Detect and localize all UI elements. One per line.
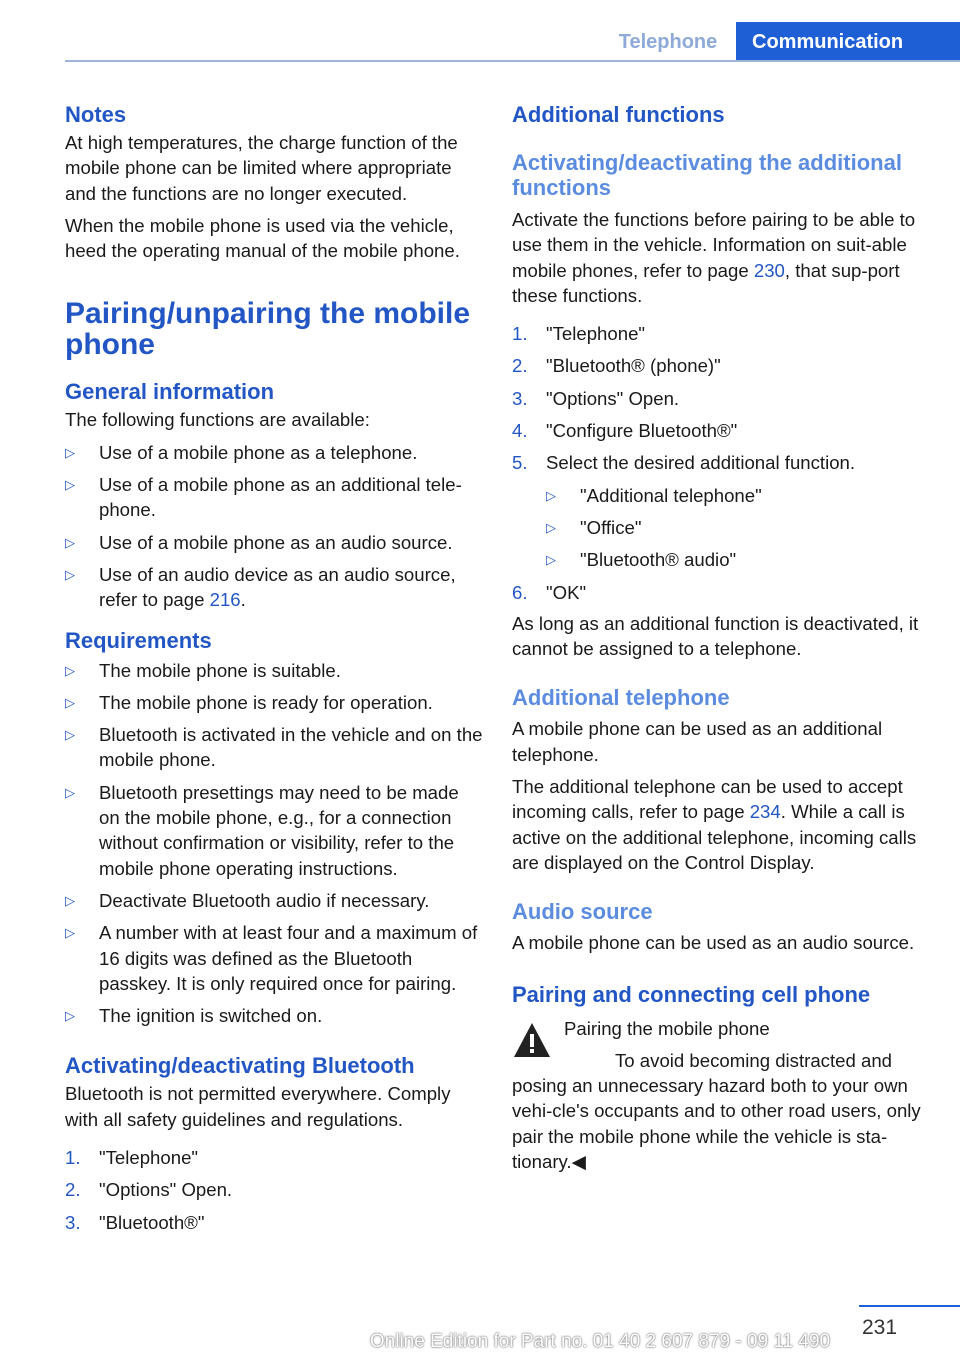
header-section-tab: Telephone [618, 30, 718, 53]
notes-paragraph-1: At high temperatures, the charge function of the mobile phone can be limited where appropriate and the functions are no longer executed. [65, 132, 458, 204]
warning-title: Pairing the mobile phone [564, 1017, 770, 1039]
activating-bluetooth-heading: Activating/deactivating Bluetooth [65, 1053, 415, 1079]
list-item: ▷ The mobile phone is ready for operation. [65, 690, 483, 715]
warning-text: To avoid becoming distracted and posing an unnecessary hazard both to your own vehi‐cle's occupants and to other road users, only pair the mobile phone while the vehicle is sta‐tionary.◀ [512, 1049, 921, 1173]
requirements-heading: Requirements [65, 627, 212, 653]
edition-watermark: Online Edition for Part no. 01 40 2 607 879 - 09 11 490 [369, 1331, 831, 1352]
additional-telephone-text-1: A mobile phone can be used as an additional telephone. [512, 718, 883, 765]
step-item [512, 450, 930, 475]
additional-telephone-heading: Additional telephone [512, 685, 730, 711]
step-text: "Bluetooth®" [99, 1211, 205, 1233]
step-text: "OK" [546, 581, 587, 603]
list-item-end: . [240, 589, 246, 611]
general-list [65, 440, 483, 613]
step-item [65, 1145, 483, 1170]
notes-paragraph-2: When the mobile phone is used via the vehicle, heed the operating manual of the mobile phone. [65, 214, 460, 262]
list-item: ▷ Use of a mobile phone as an audio source. [65, 530, 483, 555]
additional-function-options [512, 483, 930, 573]
step-text: Select the desired additional function. [546, 452, 856, 474]
list-item: ▷ Bluetooth presettings may need to be made on the mobile phone, e.g., for a connection without confirmation or visibility, refer to the mobile phone operating instructions. [65, 780, 483, 881]
list-item [65, 562, 483, 613]
pairing-heading: Pairing and connecting cell phone [512, 981, 871, 1007]
step-item [512, 321, 930, 346]
warning-icon [512, 1020, 552, 1060]
step-number: 6. [512, 581, 528, 603]
step-number: 4. [512, 420, 528, 442]
step-number: 2. [512, 355, 528, 377]
step-item [65, 1177, 483, 1202]
step-text: "Bluetooth® (phone)" [546, 355, 721, 377]
general-intro: The following functions are available: [65, 409, 370, 431]
activating-additional-heading: Activating/deactivating the additional functions [512, 150, 902, 200]
paragraph-text: Activate the functions before pairing to be able to use them in the vehicle. Information on suit‐able mobile phones, refer to page [512, 209, 916, 281]
paragraph-text: , that sup‐port these functions. [512, 259, 900, 306]
list-item: ▷ "Office" [512, 515, 930, 540]
list-item: ▷ "Additional telephone" [512, 483, 930, 508]
footer-rule [859, 1305, 960, 1307]
list-item: ▷ Bluetooth is activated in the vehicle and on the mobile phone. [65, 722, 483, 773]
step-item [512, 386, 930, 411]
step-number: 1. [512, 323, 528, 345]
step-item [512, 418, 930, 443]
list-item: ▷ Use of a mobile phone as an additional tele‐phone. [65, 472, 483, 523]
bluetooth-steps [65, 1145, 483, 1235]
general-information-heading: General information [65, 379, 275, 405]
step-text: "Options" Open. [546, 387, 680, 409]
deactivated-note: As long as an additional function is deactivated, it cannot be assigned to a telephone. [512, 612, 919, 660]
additional-functions-heading: Additional functions [512, 102, 725, 127]
list-item-text: Use of an audio device as an audio source, refer to page [99, 563, 456, 611]
warning-block [512, 1016, 930, 1175]
page-link-230[interactable]: 230 [753, 259, 785, 281]
page-number: 231 [862, 1316, 898, 1339]
step-text: "Telephone" [546, 323, 646, 345]
paragraph-text: The additional telephone can be used to accept incoming calls, refer to page [512, 776, 903, 823]
step-number: 1. [65, 1147, 81, 1169]
audio-source-heading: Audio source [512, 899, 653, 925]
step-text: "Configure Bluetooth®" [546, 420, 738, 442]
paragraph-text: . While a call is active on the additional telephone, incoming calls are displayed on the Control Display. [512, 801, 917, 873]
additional-steps [512, 321, 930, 475]
step-item [512, 353, 930, 378]
list-item: ▷ Use of a mobile phone as a telephone. [65, 440, 483, 465]
page-link-234[interactable]: 234 [749, 801, 781, 823]
list-item: ▷ "Bluetooth® audio" [512, 547, 930, 572]
step-item [65, 1210, 483, 1235]
notes-heading: Notes [65, 102, 127, 127]
list-item: ▷ A number with at least four and a maximum of 16 digits was defined as the Bluetooth passkey. It is only required once for pairing. [65, 920, 483, 996]
step-item [512, 580, 930, 605]
list-item: ▷ The ignition is switched on. [65, 1003, 483, 1028]
right-column [512, 100, 930, 1174]
activating-additional-text [512, 207, 930, 308]
list-item: ▷ The mobile phone is suitable. [65, 658, 483, 683]
step-number: 3. [512, 387, 528, 409]
list-item: ▷ Deactivate Bluetooth audio if necessary. [65, 888, 483, 913]
header-chapter-tab: Communication [736, 22, 960, 62]
page-title: Pairing/unpairing the mobile phone [65, 297, 471, 362]
requirements-list [65, 658, 483, 1029]
left-column [65, 100, 483, 1235]
step-number: 5. [512, 452, 528, 474]
audio-source-text: A mobile phone can be used as an audio source. [512, 932, 915, 954]
activating-bluetooth-text: Bluetooth is not permitted everywhere. Comply with all safety guidelines and regulations. [65, 1083, 451, 1130]
step-number: 3. [65, 1211, 81, 1233]
step-text: "Options" Open. [99, 1179, 233, 1201]
step-number: 2. [65, 1179, 81, 1201]
additional-telephone-text-2 [512, 774, 930, 875]
additional-steps-end [512, 580, 930, 605]
header-rule [65, 60, 960, 62]
page-link-216[interactable]: 216 [209, 589, 241, 611]
step-text: "Telephone" [99, 1147, 199, 1169]
